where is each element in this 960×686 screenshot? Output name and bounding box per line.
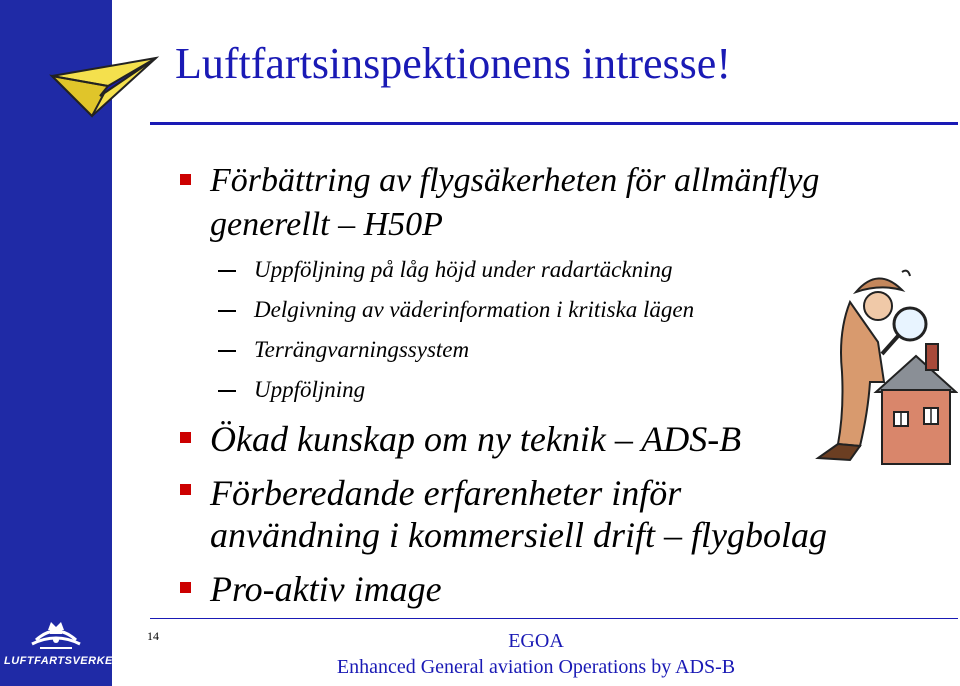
bullet-marker — [180, 174, 191, 185]
sub-bullet-dash — [218, 310, 236, 312]
bullet-marker — [180, 582, 191, 593]
sub-bullet-dash — [218, 350, 236, 352]
logo-text: LUFTFARTSVERKET — [4, 655, 121, 667]
footer-project-name: EGOA — [508, 630, 564, 652]
title-underline — [150, 122, 958, 125]
bullet-marker — [180, 484, 191, 495]
sub-bullet-1: Uppföljning på låg höjd under radartäckning — [254, 257, 673, 282]
sub-bullet-dash — [218, 390, 236, 392]
page-number: 14 — [147, 629, 159, 643]
sub-bullet-dash — [218, 270, 236, 272]
footer-rule — [150, 618, 958, 619]
detective-with-magnifier-and-house-clipart — [798, 262, 958, 472]
bullet-1-line-1: Förbättring av flygsäkerheten för allmänflyg — [210, 162, 820, 199]
bullet-3-line-2: användning i kommersiell drift – flygbolag — [210, 515, 827, 555]
sub-bullet-3: Terrängvarningssystem — [254, 337, 470, 362]
bullet-4-line-1: Pro-aktiv image — [210, 569, 442, 609]
sub-bullet-2: Delgivning av väderinformation i kritiska lägen — [254, 297, 695, 322]
bullet-3-line-1: Förberedande erfarenheter inför — [210, 473, 682, 513]
bullet-1-line-2: generellt – H50P — [210, 206, 443, 243]
footer-project-description: Enhanced General aviation Operations by ADS-B — [336, 656, 736, 678]
bullet-marker — [180, 432, 191, 443]
slide-title: Luftfartsinspektionens intresse! — [175, 39, 731, 88]
bullet-2-line-1: Ökad kunskap om ny teknik – ADS-B — [210, 419, 742, 459]
paper-plane-clipart — [48, 56, 160, 122]
sub-bullet-4: Uppföljning — [254, 377, 366, 402]
